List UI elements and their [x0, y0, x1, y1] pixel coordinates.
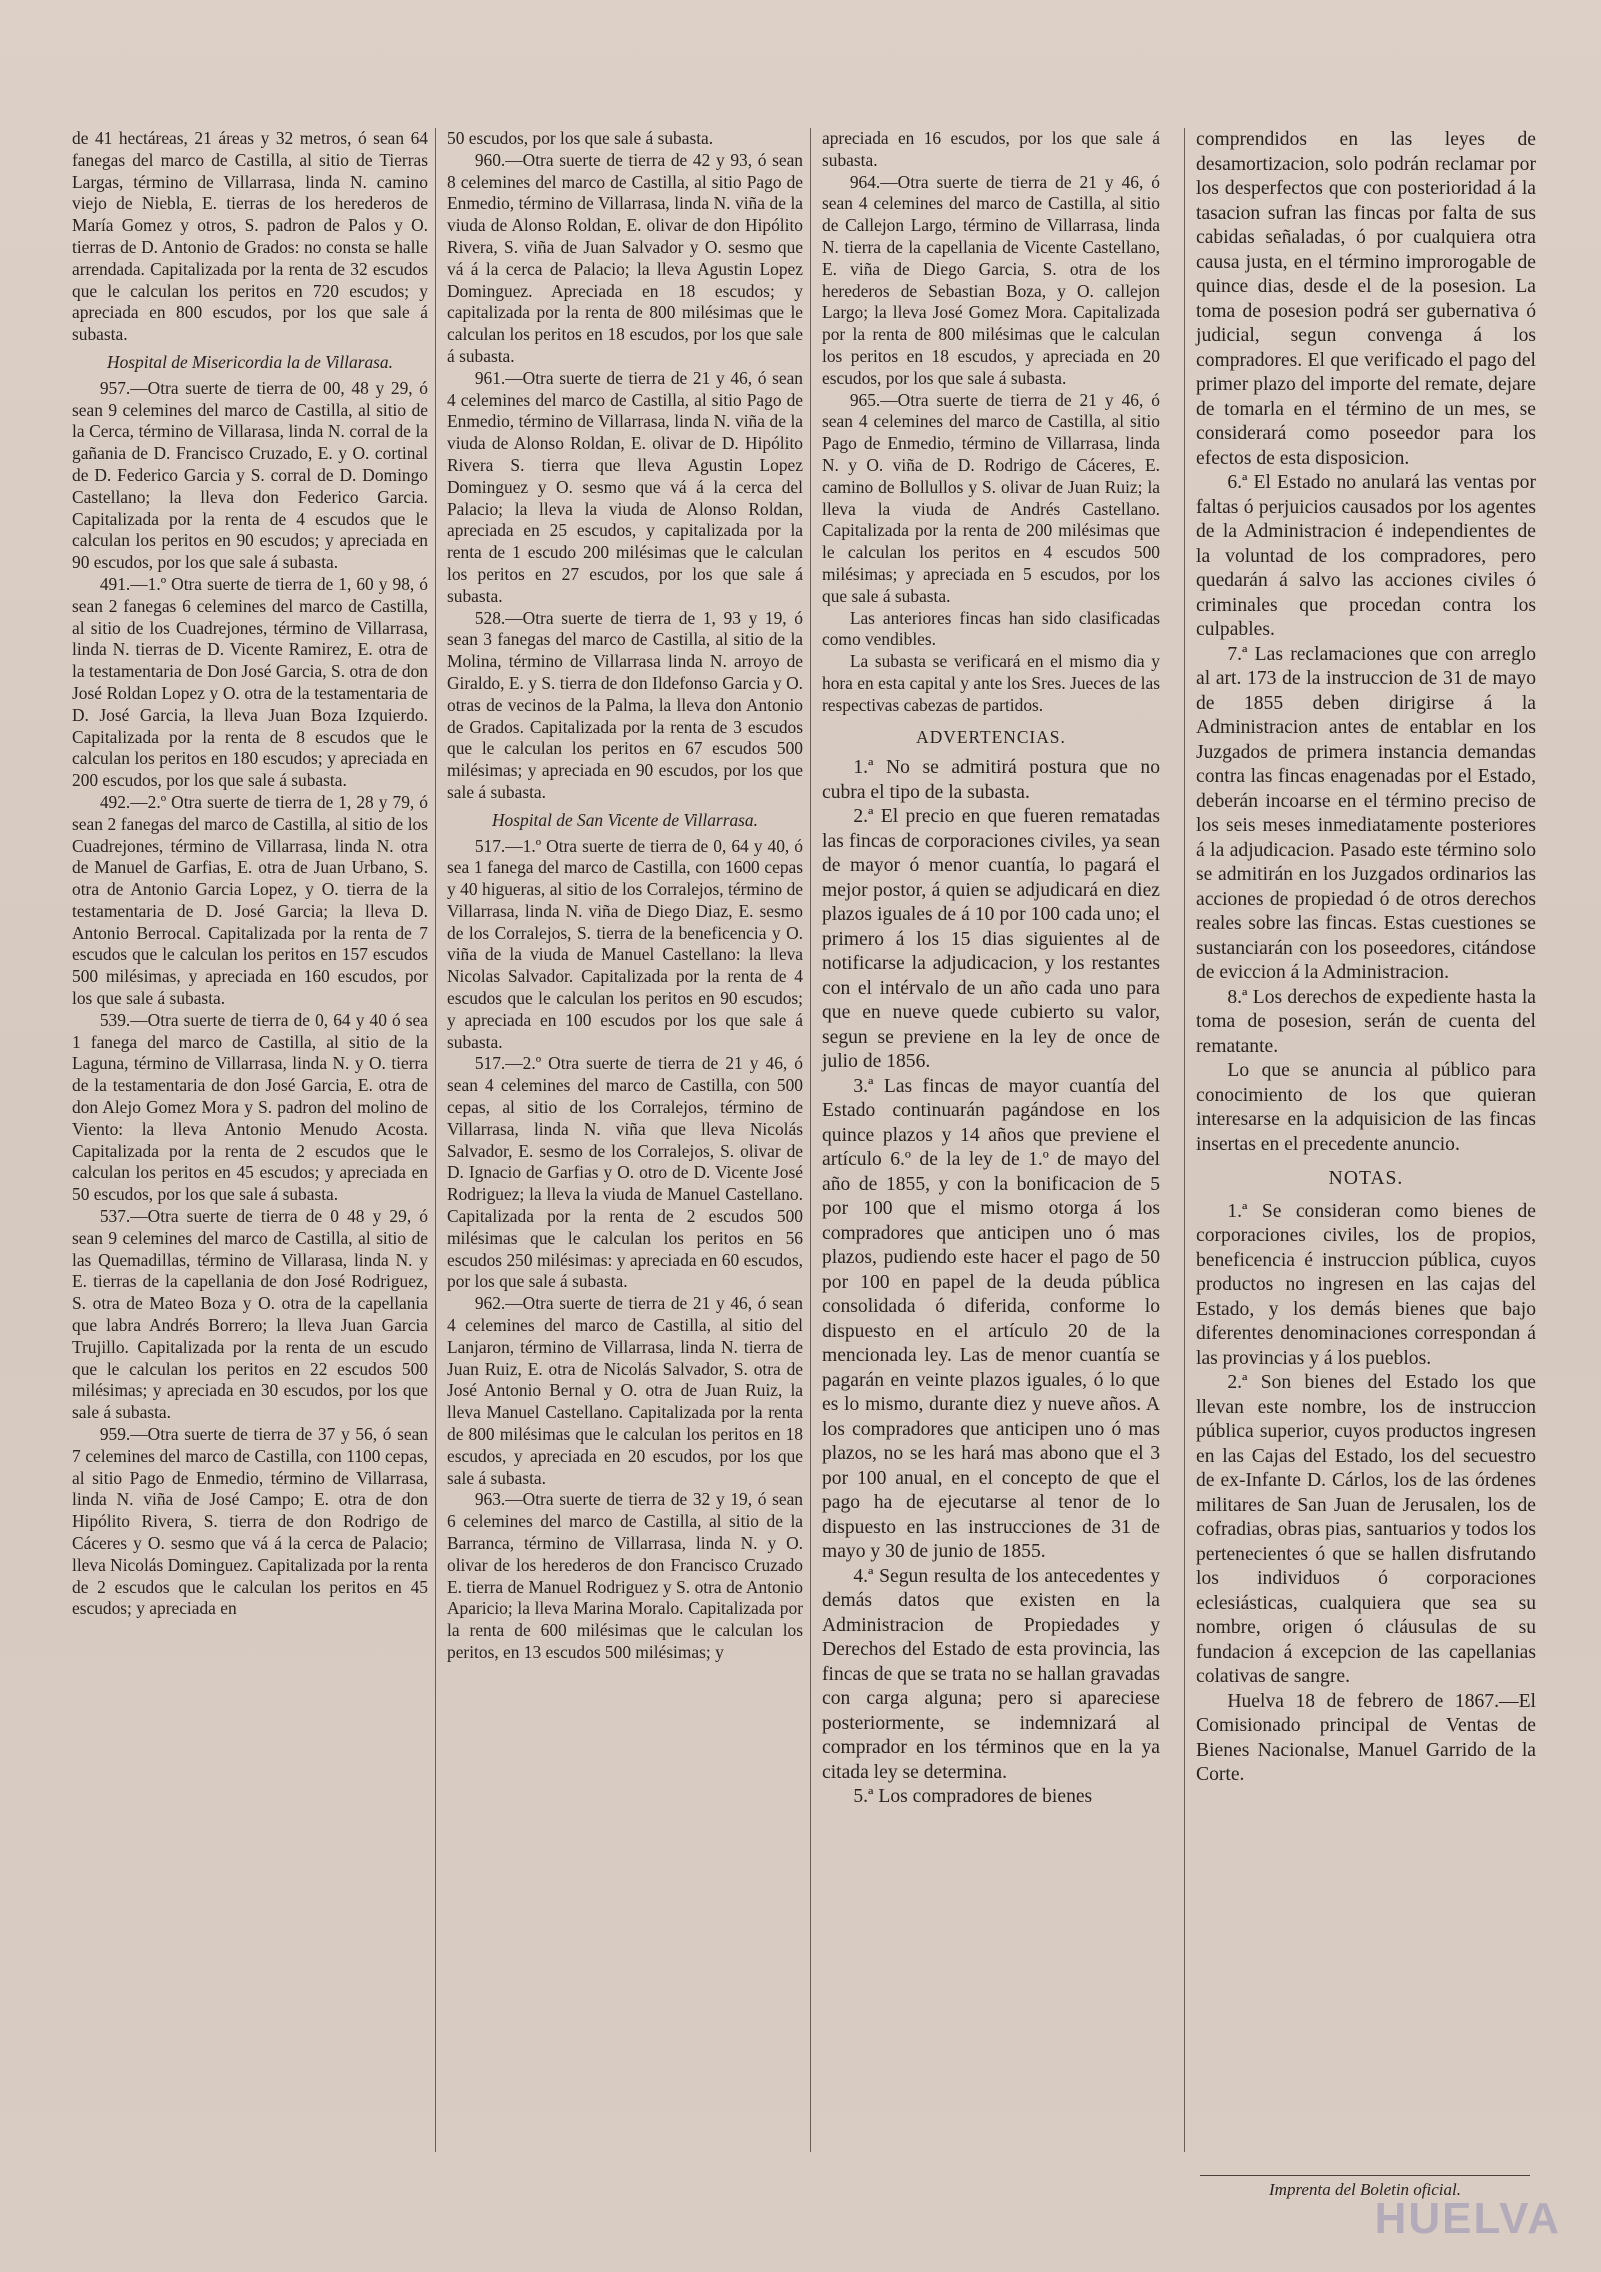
notice-paragraph: 2.ª El precio en que fueren rematadas las fincas de corporaciones civiles, ya sean de mayor ó menor cuantía, lo pagará el mejor postor, á quien se adjudicará en diez plazos iguales de á 10 por 100 cada uno; el primero á los 15 dias siguientes al de notificarse la adjudicacion, y los restantes con el intérvalo de un año cada uno para que en nueve quede cubierto su valor, segun se previene en la ley de once de julio de 1856.	[822, 806, 1160, 1073]
paragraph: 517.—1.º Otra suerte de tierra de 0, 64 y 40, ó sea 1 fanega del marco de Castilla, con 1600 cepas y 40 higueras, al sitio de los Corralejos, término de Villarrasa, linda N. viña de Diego Diaz, E. sesmo de los Corralejos, S. tierra de la beneficencia y O. viña de la viuda de Manuel Castellano: la lleva Nicolas Salvador. Capitalizada por la renta de 4 escudos que le calculan los peritos en 90 escudos; y apreciada en 100 escudos por los que sale á subasta.	[447, 835, 803, 1052]
paragraph: 492.—2.º Otra suerte de tierra de 1, 28 y 79, ó sean 2 fanegas del marco de Castilla, al sitio de los Cuadrejones, término de Villarrasa, linda N. otra de Manuel de Garfias, E. otra de Juan Urbano, S. otra de Antonio Garcia Lopez, y O. tierra de la testamentaria de D. José Garcia; la lleva D. Antonio Berrocal. Capitalizada por la renta de 7 escudos que le calculan los peritos en 157 escudos 500 milésimas, y apreciada en 160 escudos, por los que sale á subasta.	[72, 791, 428, 1009]
column-3	[822, 128, 1160, 1810]
notice-paragraph: 1.ª No se admitirá postura que no cubra el tipo de la subasta.	[822, 757, 1160, 803]
paragraph: 8.ª Los derechos de expediente hasta la toma de posesion, serán de cuenta del rematante.	[1196, 986, 1536, 1057]
paragraph: 1.ª Se consideran como bienes de corporaciones civiles, los de propios, beneficencia é instruccion pública, cuyos productos no ingresen en las cajas del Estado, y los demás bienes que bajo diferentes denominaciones correspondan á las provincias y á los pueblos.	[1196, 1200, 1536, 1369]
paragraph: 960.—Otra suerte de tierra de 42 y 93, ó sean 8 celemines del marco de Castilla, al sitio Pago de Enmedio, término de Villarrasa, linda N. viña de la viuda de Alonso Roldan, E. olivar de don Hipólito Rivera, S. viña de Juan Salvador y O. sesmo que vá á la cerca de Palacio; la lleva Agustin Lopez Dominguez. Apreciada en 18 escudos; y capitalizada por la renta de 800 milésimas que le calculan los peritos en 18 escudos, por los que sale á subasta.	[447, 149, 803, 366]
paragraph: 528.—Otra suerte de tierra de 1, 93 y 19, ó sean 3 fanegas del marco de Castilla, al sitio de la Molina, término de Villarrasa linda N. arroyo de Giraldo, E. y S. tierra de don Ildefonso Garcia y O. otras de vecinos de la Palma, la lleva don Antonio de Grados. Capitalizada por la renta de 3 escudos que le calculan los peritos en 67 escudos 500 milésimas; y apreciada en 90 escudos, por los que sale á subasta.	[447, 607, 803, 802]
continued-paragraph: 50 escudos, por los que sale á subasta.	[447, 128, 714, 148]
paragraph: 962.—Otra suerte de tierra de 21 y 46, ó sean 4 celemines del marco de Castilla, al sitio del Lanjaron, término de Villarrasa, linda N. tierra de Juan Ruiz, E. otra de Nicolás Salvador, S. otra de José Antonio Bernal y O. otra de Juan Ruiz, la lleva Manuel Castellano. Capitalizada por la renta de 800 milésimas que le calculan los peritos en 18 escudos, y apreciada en 20 escudos, por los que sale á subasta.	[447, 1293, 803, 1488]
paragraph: 959.—Otra suerte de tierra de 37 y 56, ó sean 7 celemines del marco de Castilla, con 1100 cepas, al sitio Pago de Enmedio, término de Villarrasa, linda N. viña de José Campo; E. otra de don Hipólito Rivera, S. tierra de don Rodrigo de Cáceres y O. sesmo que vá á la cerca de Palacio; lleva Nicolás Dominguez. Capitalizada por la renta de 2 escudos que le calculan los peritos en 45 escudos; y apreciada en	[72, 1424, 428, 1619]
paragraph: Lo que se anuncia al público para conocimiento de los que quieran interesarse en la adquisicion de las fincas insertas en el precedente anuncio.	[1196, 1060, 1536, 1155]
column-rule	[810, 128, 811, 2152]
paragraph: 517.—2.º Otra suerte de tierra de 21 y 46, ó sean 4 celemines del marco de Castilla, con 500 cepas, al sitio de los Corralejos, término de Villarrasa, linda N. viña que lleva Nicolás Salvador, E. sesmo de los Corralejos, S. olivar de D. Ignacio de Garfias y O. otro de D. Vicente José Rodriguez; la lleva la viuda de Manuel Castellano. Capitalizada por la renta de 2 escudos 500 milésimas que le calculan los peritos en 56 escudos 250 milésimas: y apreciada en 60 escudos, por los que sale á subasta.	[447, 1053, 803, 1292]
paragraph: 957.—Otra suerte de tierra de 00, 48 y 29, ó sean 9 celemines del marco de Castilla, al sitio de la Cerca, término de Villarasa, linda N. corral de la gañania de D. Francisco Cruzado, E. y O. cortinal de D. Federico Garcia y S. corral de D. Domingo Castellano; la lleva don Federico Garcia. Capitalizada por la renta de 4 escudos que le calculan los peritos en 90 escudos; y apreciada en 90 escudos, por los que sale á subasta.	[72, 377, 428, 573]
continued-paragraph: de 41 hectáreas, 21 áreas y 32 metros, ó sean 64 fanegas del marco de Castilla, al sitio de Tierras Largas, término de Villarrasa, linda N. camino viejo de Niebla, E. tierras de los herederos de María Gomez y otros, S. padron de Palos y O. tierras de D. Antonio de Grados: no consta se halle arrendada. Capitalizada por la renta de 32 escudos que le calculan los peritos en 720 escudos; y apreciada en 800 escudos, por los que sale á subasta.	[72, 128, 428, 345]
paragraph: 965.—Otra suerte de tierra de 21 y 46, ó sean 4 celemines del marco de Castilla, al sitio Pago de Enmedio, término de Villarrasa, linda N. y O. viña de D. Rodrigo de Cáceres, E. camino de Bollullos y S. olivar de Juan Ruiz; la lleva la viuda de Andrés Castellano. Capitalizada por la renta de 200 milésimas que le calculan los peritos en 4 escudos 500 milésimas; y apreciada en 5 escudos, por los que sale á subasta.	[822, 389, 1160, 606]
section-heading: Hospital de San Vicente de Villarrasa.	[492, 809, 758, 830]
column-1	[72, 128, 428, 1620]
column-2	[447, 128, 803, 1664]
paragraph: 961.—Otra suerte de tierra de 21 y 46, ó sean 4 celemines del marco de Castilla, al sitio Pago de Enmedio, término de Villarrasa, linda N. viña de la viuda de Alonso Roldan, E. olivar de D. Hipólito Rivera S. tierra que lleva Agustin Lopez Dominguez y O. sesmo que vá á la cerca del Palacio; la lleva la viuda de Alonso Roldan, apreciada en 25 escudos, y capitalizada por la renta de 1 escudo 200 milésimas que le calculan los peritos en 27 escudos, por los que sale á subasta.	[447, 367, 803, 606]
printer-imprint: Imprenta del Boletin oficial.	[1200, 2175, 1530, 2200]
paragraph: 7.ª Las reclamaciones que con arreglo al art. 173 de la instruccion de 31 de mayo de 1855 deben dirigirse á la Administracion antes de entablar en los Juzgados de primera instancia demandas contra las fincas enagenadas por el Estado, deberán incoarse en el término preciso de los seis meses inmediatamente posteriores á la adjudicacion. Pasado este término solo se admitirán en los Juzgados ordinarios las acciones de propiedad ó de otros derechos reales sobre las fincas. Estas cuestiones se sustanciarán con los poseedores, citándose de eviccion á la Administracion.	[1196, 643, 1536, 983]
column-rule	[435, 128, 436, 2152]
paragraph: 6.ª El Estado no anulará las ventas por faltas ó perjuicios causados por los agentes de la Administracion é independientes de la voluntad de los compradores, pero quedarán á salvo las acciones civiles ó criminales que procedan contra los culpables.	[1196, 472, 1536, 640]
section-title: ADVERTENCIAS.	[916, 726, 1066, 747]
notice-paragraph: 3.ª Las fincas de mayor cuantía del Estado continuarán pagándose en los quince plazos y 14 años que previene el artículo 6.º de la ley de 1.º de mayo del año de 1855, y con la bonificacion de 5 por 100 que el mismo otorga á los compradores que anticipen uno ó mas plazos, pudiendo este hacer el pago de 50 por 100 en papel de la deuda pública consolidada ó diferida, conforme lo dispuesto en el artículo 20 de la mencionada ley. Las de menor cuantía se pagarán en veinte plazos iguales, ó lo que es lo mismo, durante diez y nueve años. A los compradores que anticipen uno ó mas plazos, no se les hará mas abono que el 3 por 100 anual, en el concepto de que el pago ha de ejecutarse al tenor de lo dispuesto en las instrucciones de 31 de mayo y 30 de junio de 1855.	[822, 1075, 1160, 1563]
column-4	[1196, 128, 1536, 1788]
paragraph: 2.ª Son bienes del Estado los que llevan este nombre, los de instruccion pública superior, cuyos productos ingresen en las Cajas del Estado, los del secuestro de ex-Infante D. Cárlos, los de las órdenes militares de San Juan de Jerusalen, los de cofradias, obras pias, santuarios y todos los pertenecientes ó que se hallen disfrutando los individuos ó corporaciones eclesiásticas, cualquiera que sea su nombre, origen ó cláusulas de su fundacion á excepcion de las capellanias colativas de sangre.	[1196, 1372, 1536, 1687]
section-title: NOTAS.	[1328, 1168, 1404, 1189]
paragraph: 491.—1.º Otra suerte de tierra de 1, 60 y 98, ó sean 2 fanegas 6 celemines del marco de Castilla, al sitio de los Cuadrejones, término de Villarrasa, linda N. tierras de D. Vicente Ramirez, E. otra de la testamentaria de Don José Garcia, S. otra de don José Roldan Lopez y O. otra de la testamentaria de D. José Garcia, la lleva Juan Boza Izquierdo. Capitalizada por la renta de 8 escudos que le calculan los peritos en 180 escudos; y apreciada en 200 escudos, por los que sale á subasta.	[72, 573, 428, 791]
continued-paragraph: comprendidos en las leyes de desamortizacion, solo podrán reclamar por los desperfectos que con posterioridad á la tasacion sufran las fincas por falta de sus cabidas señaladas, ó por cualquiera otra causa justa, en el término improrogable de quince dias, desde el de la posesion. La toma de posesion podrá ser gubernativa ó judicial, segun convenga á los compradores. El que verificado el pago del primer plazo del importe del remate, dejare de tomarla en el término de un mes, se considerará como poseedor para los efectos de esta disposicion.	[1196, 129, 1536, 469]
paragraph: 964.—Otra suerte de tierra de 21 y 46, ó sean 4 celemines del marco de Castilla, al sitio de Callejon Largo, término de Villarrasa, linda N. tierra de la capellania de Vicente Castellano, E. viña de Diego Garcia, S. otra de los herederos de Sebastian Boza, y O. callejon Largo; la lleva José Gomez Mora. Capitalizada por la renta de 800 milésimas que le calculan los peritos en 18 escudos, y apreciada en 20 escudos, por los que sale á subasta.	[822, 171, 1160, 388]
paragraph: 963.—Otra suerte de tierra de 32 y 19, ó sean 6 celemines del marco de Castilla, al sitio de la Barranca, término de Villarrasa, linda N. y O. olivar de los herederos de don Francisco Cruzado E. tierra de Manuel Rodriguez y S. otra de Antonio Aparicio; la lleva Marina Moralo. Capitalizada por la renta de 600 milésimas que le calculan los peritos, en 13 escudos 500 milésimas; y	[447, 1489, 803, 1662]
column-rule	[1184, 128, 1185, 2152]
continued-paragraph: apreciada en 16 escudos, por los que sale á subasta.	[822, 128, 1160, 170]
paragraph: 537.—Otra suerte de tierra de 0 48 y 29, ó sean 9 celemines del marco de Castilla, al sitio de las Quemadillas, término de Villarasa, linda N. y E. tierras de la capellania de don José Rodriguez, S. otra de Mateo Boza y O. otra de la capellania que labra Andrés Borrero; la lleva Juan Garcia Trujillo. Capitalizada por la renta de un escudo que le calculan los peritos en 22 escudos 500 milésimas; y apreciada en 30 escudos, por los que sale á subasta.	[72, 1206, 428, 1423]
paragraph: Las anteriores fincas han sido clasificadas como vendibles.	[822, 607, 1160, 650]
paragraph: Huelva 18 de febrero de 1867.—El Comisionado principal de Ventas de Bienes Nacionalse, Manuel Garrido de la Corte.	[1196, 1690, 1536, 1785]
notice-paragraph: 5.ª Los compradores de bienes	[853, 1786, 1093, 1808]
notice-paragraph: 4.ª Segun resulta de los antecedentes y demás datos que existen en la Administracion de Propiedades y Derechos del Estado de esta provincia, las fincas de que se trata no se hallan gravadas con carga alguna; pero si apareciese posteriormente, se indemnizará al comprador en los términos que en la ya citada ley se determina.	[822, 1565, 1160, 1783]
archive-watermark: HUELVA	[1374, 2194, 1561, 2243]
paragraph: La subasta se verificará en el mismo dia y hora en esta capital y ante los Sres. Jueces de las respectivas cabezas de partidos.	[822, 651, 1160, 715]
paragraph: 539.—Otra suerte de tierra de 0, 64 y 40 ó sea 1 fanega del marco de Castilla, al sitio de la Laguna, término de Villarrasa, linda N. y O. tierra de la testamentaria de don José Garcia, E. otra de don Alejo Gomez Mora y S. padron del molino de Viento: la lleva Antonio Menudo Acosta. Capitalizada por la renta de 2 escudos que le calculan los peritos en 45 escudos; y apreciada en 50 escudos, por los que sale á subasta.	[72, 1009, 428, 1205]
section-heading: Hospital de Misericordia la de Villarasa.	[107, 351, 393, 372]
